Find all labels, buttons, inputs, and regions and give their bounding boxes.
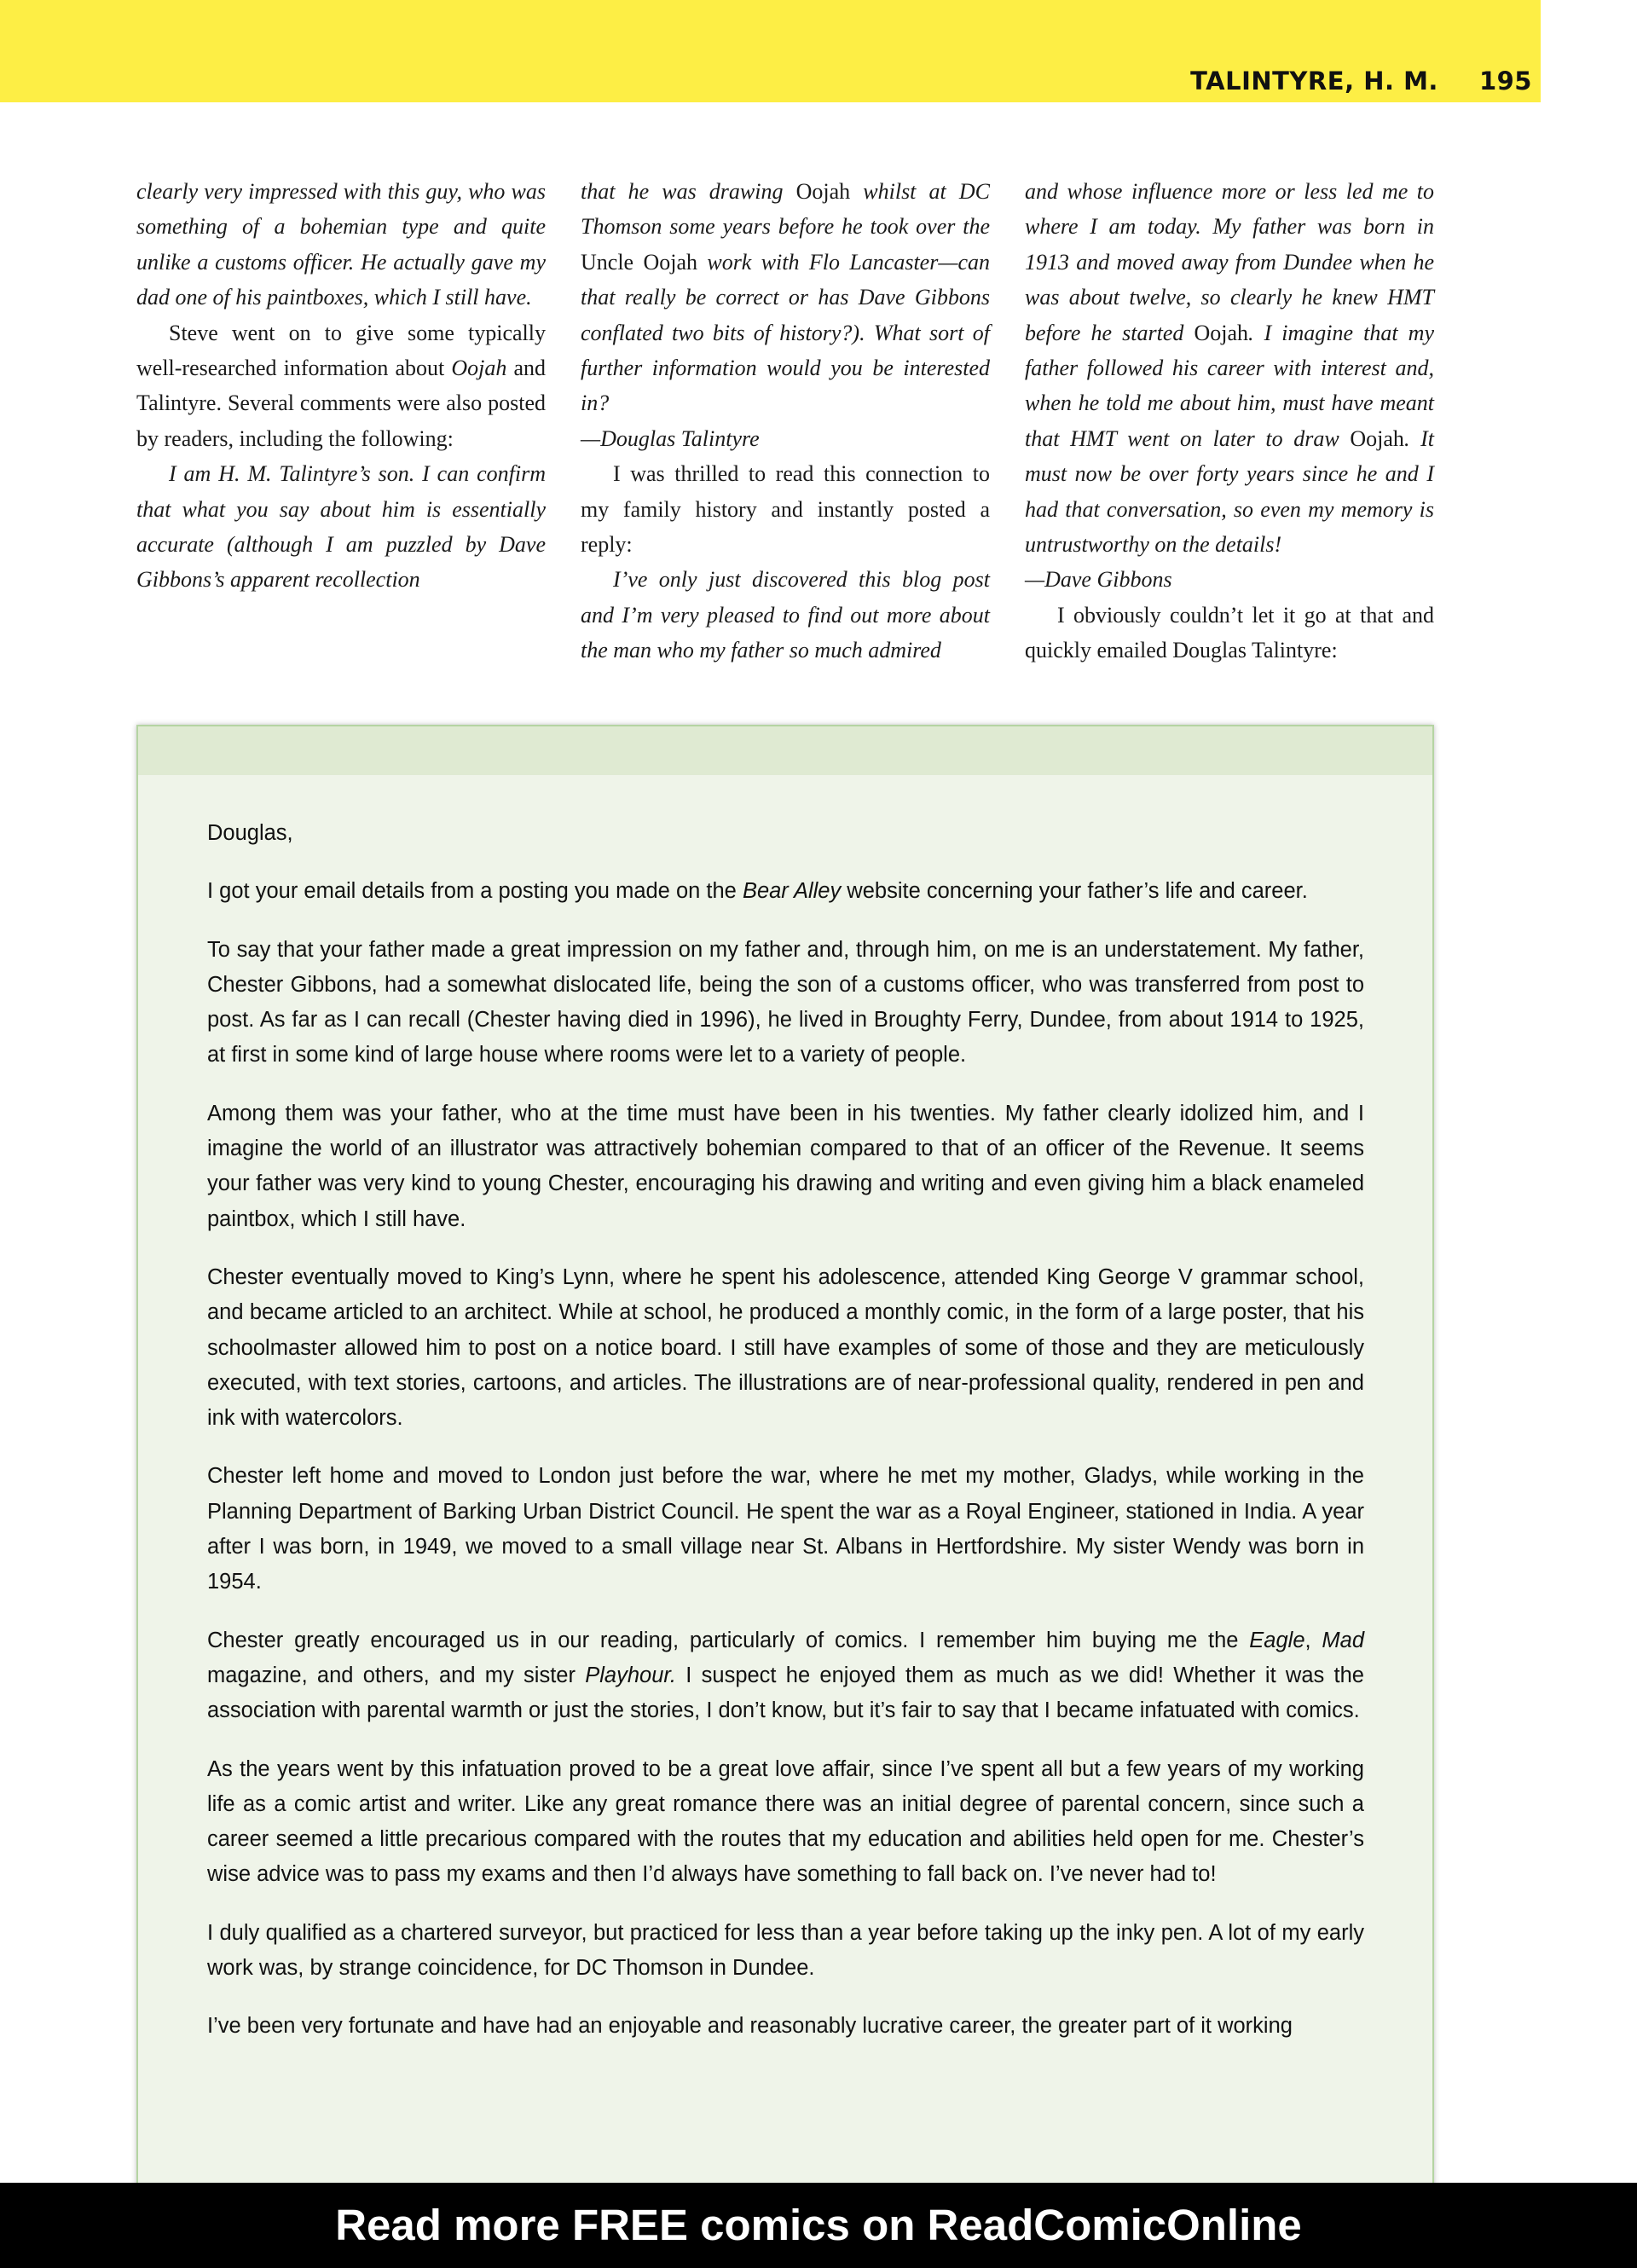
quote-text: . It must now be over forty years since he and I had that conversation, so even my memory is untrustworthy on the details! — [1025, 425, 1434, 558]
letter-greeting: Douglas, — [207, 821, 293, 845]
title-roman: Oojah — [795, 179, 851, 204]
letter-header-bar — [138, 726, 1432, 775]
title-roman: Oojah — [1194, 320, 1248, 345]
letter-body — [207, 816, 1364, 2068]
quote-text: . I imagine that my father followed his career with interest and, when he told me about him, must have meant that HMT went on later to draw — [1025, 320, 1434, 451]
text: website concerning your father’s life and career. — [841, 879, 1308, 904]
text: magazine, and others, and my sister — [207, 1663, 586, 1687]
text: Steve went on to give some typically well-researched information about — [136, 320, 546, 381]
letter-paragraph: As the years went by this infatuation proved to be a great love affair, since I’ve spent all but a few years of my working life as a comic artist and writer. Like any great romance there was an initial degree of parental concern, since such a career seemed a little precarious compared with the routes that my education and abilities held open for me. Chester’s wise advice was to pass my exams and then I’d always have something to fall back on. I’ve never had to! — [207, 1756, 1364, 1887]
signature — [581, 421, 990, 456]
text: Chester greatly encouraged us in our reading, particularly of comics. I remember him buying me the — [207, 1628, 1250, 1652]
promo-text[interactable]: Read more FREE comics on ReadComicOnline — [335, 2201, 1302, 2249]
title-italic: Mad — [1322, 1628, 1364, 1652]
letter-paragraph: I duly qualified as a chartered surveyor, but practiced for less than a year before taking up the inky pen. A lot of my early work was, by strange coincidence, for DC Thomson in Dundee. — [207, 1920, 1364, 1981]
text: I suspect he enjoyed them as much as we did! Whether it was the association with parental warmth or just the stories, I don’t know, but it’s fair to say that I became infatuated with comics. — [207, 1663, 1364, 1723]
paragraph — [136, 315, 546, 457]
text: I got your email details from a posting you made on the — [207, 879, 743, 904]
paragraph — [136, 456, 546, 598]
letter-paragraph: I’ve been very fortunate and have had an enjoyable and reasonably lucrative career, the greater part of it working — [207, 2014, 1293, 2039]
title-italic: Playhour. — [585, 1663, 677, 1687]
title-italic: Bear Alley — [742, 879, 842, 904]
paragraph — [1025, 174, 1434, 562]
quote-text: that he was drawing — [581, 179, 796, 204]
text-column-2 — [581, 174, 990, 668]
paragraph — [581, 562, 990, 668]
signature-text: —Douglas Talintyre — [581, 425, 760, 451]
letter-paragraph: Among them was your father, who at the time must have been in his twenties. My father clearly idolized him, and I imagine the world of an illustrator was attractively bohemian compared to that of an officer of the Revenue. It seems your father was very kind to young Chester, encouraging his drawing and writing and even giving him a black enameled paintbox, which I still have. — [207, 1101, 1364, 1231]
paragraph — [136, 174, 546, 315]
quote-text: whilst at DC Thomson some years before he took over the — [581, 179, 990, 240]
title-italic: Oojah — [451, 356, 507, 381]
promo-footer-banner[interactable] — [0, 2183, 1637, 2268]
letter-paragraph — [207, 1623, 1364, 1729]
quote-text: clearly very impressed with this guy, who was something of a bohemian type and quite unlike a customs officer. He actually gave my dad one of his paintboxes, which I still have. — [136, 179, 546, 310]
signature — [1025, 562, 1434, 597]
letter-paragraph: Chester left home and moved to London just before the war, where he met my mother, Gladys, while working in the Planning Department of Barking Urban District Council. He spent the war as a Royal Engineer, stationed in India. A year after I was born, in 1949, we moved to a small village near St. Albans in Hertfordshire. My sister Wendy was born in 1954. — [207, 1464, 1364, 1594]
letter-paragraph: To say that your father made a great impression on my father and, through him, on me is an understatement. My father, Chester Gibbons, had a somewhat dislocated life, being the son of a customs officer, who was transferred from post to post. As far as I can recall (Chester having died in 1996), he lived in Broughty Ferry, Dundee, from about 1914 to 1925, at first in some kind of large house where rooms were let to a variety of people. — [207, 937, 1364, 1067]
letter-paragraph: Chester eventually moved to King’s Lynn, where he spent his adolescence, attended King George V grammar school, and became articled to an architect. While at school, he produced a monthly comic, in the form of a large poster, that his schoolmaster allowed him to post on a notice board. I still have examples of some of those and they are meticulously executed, with text stories, cartoons, and articles. The illustrations are of near-professional quality, rendered in pen and ink with watercolors. — [207, 1264, 1364, 1431]
text: and Talintyre. Several comments were also posted by readers, including the following: — [136, 356, 546, 451]
quote-text: work with Flo Lancaster—can that really be correct or has Dave Gibbons conflated two bits of history?). What sort of further information would you be interested in? — [581, 249, 990, 416]
quote-text: I’ve only just discovered this blog post and I’m very pleased to find out more about the man who my father so much admired — [581, 567, 990, 663]
letter-paragraph — [207, 874, 1364, 909]
page-number: 195 — [1478, 67, 1532, 95]
title-roman: Oojah — [1350, 425, 1404, 451]
quote-text: I am H. M. Talintyre’s son. I can confirm that what you say about him is essentially accurate (although I am puzzled by Dave Gibbons’s apparent recollection — [136, 461, 546, 593]
quote-text: and whose influence more or less led me to where I am today. My father was born in 1913 and moved away from Dundee when he was about twelve, so clearly he knew HMT before he started — [1025, 179, 1434, 345]
title-italic: Eagle — [1249, 1628, 1305, 1652]
text-column-3 — [1025, 174, 1434, 668]
text: , — [1304, 1628, 1322, 1652]
title-roman: Uncle Oojah — [581, 249, 697, 275]
running-title: TALINTYRE, H. M. — [1190, 67, 1438, 95]
paragraph: I obviously couldn’t let it go at that and quickly emailed Douglas Talintyre: — [1025, 602, 1434, 663]
paragraph: I was thrilled to read this connection to my family history and instantly posted a reply: — [581, 461, 990, 558]
running-header — [1190, 67, 1532, 95]
text-column-1 — [136, 174, 546, 598]
paragraph — [581, 174, 990, 421]
signature-text: —Dave Gibbons — [1025, 567, 1172, 593]
email-letter-box — [136, 725, 1434, 2195]
